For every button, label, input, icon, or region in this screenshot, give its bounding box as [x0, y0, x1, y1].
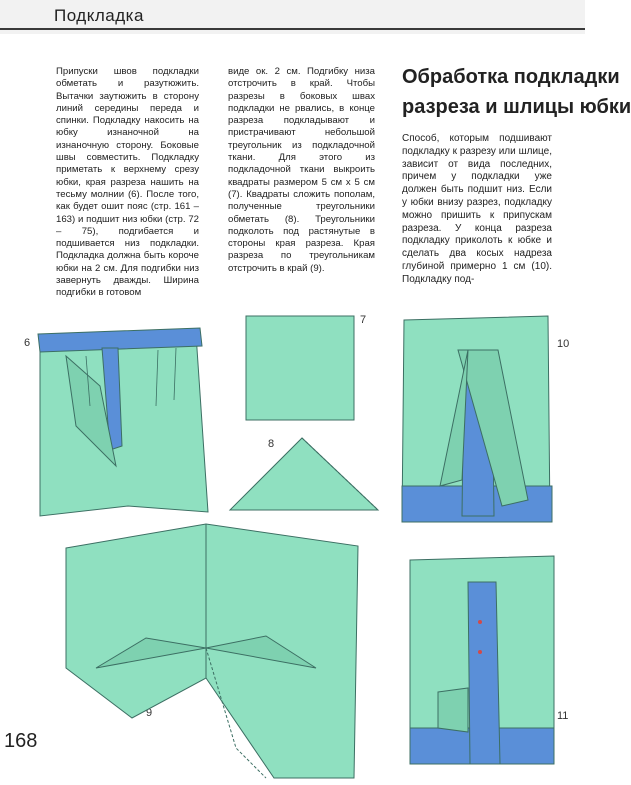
- text-column-3: Способ, которым подшивают подкладку к разрезу или шлице, зависит от вида последних, причем у подкладки уже должен быть подшит низ. Если у юбки внизу разрез, подкладку можно пришить к припускам разреза. У конца разреза подкладку приколоть к юбке и сделать два косых надреза глубиной примерно 1 см (10). Подкладку под-: [402, 133, 552, 285]
- figure-9-illustration: [66, 518, 362, 780]
- figure-6-illustration: [26, 326, 216, 516]
- text-column-1: Припуски швов подкладки обметать и разутюжить. Вытачки заутюжить в сторону линий середины переда и спинки. Подкладку накосить на юбку изнаночной на изнаночную сторону. Боковые швы совместить. Подкладку приметать к верхнему срезу юбки, края разреза нашить на тесьму молнии (6). После того, как будет ошит пояс (стр. 161 –163) и подшит низ юбки (стр. 72 – 75), подгибается и подшивается низ подкладки. Подкладка должна быть короче юбки на 2 см. Для подгибки низ завернуть дважды. Ширина подгибки в готовом: [56, 66, 199, 299]
- figure-11-illustration: [408, 552, 556, 766]
- figure-9-number: 9: [146, 707, 153, 719]
- figure-8-number: 8: [268, 438, 275, 450]
- section-title: Подкладка: [54, 6, 144, 25]
- figure-10-illustration: [398, 310, 554, 524]
- page-number: 168: [4, 730, 38, 752]
- header-rule: [0, 28, 585, 30]
- figure-11-number: 11: [557, 710, 569, 722]
- chapter-heading: [402, 62, 631, 122]
- figure-8-triangle: [228, 436, 380, 512]
- figure-7-number: 7: [360, 314, 367, 326]
- figure-10-number: 10: [557, 338, 570, 350]
- text-column-2: виде ок. 2 см. Подгибку низа отстрочить в край. Чтобы разрезы в боковых швах подкладки не рвались, в конце разреза подкладывают и пристрачивают небольшой треугольник из подкладочной ткани. Для этого из подкладочной ткани выкроить квадраты размером 5 см x 5 см (7). Квадраты сложить пополам, полученные треугольники обметать (8). Треугольники подколоть под растянутые в стороны края разреза. Края разреза по треугольникам отстрочить в край (9).: [228, 66, 375, 274]
- figure-7-square: [246, 316, 356, 422]
- figure-6-number: 6: [24, 337, 31, 349]
- chapter-heading-line-1: Обработка подкладки: [402, 66, 620, 88]
- chapter-heading-line-2: разреза и шлицы юбки: [402, 96, 631, 118]
